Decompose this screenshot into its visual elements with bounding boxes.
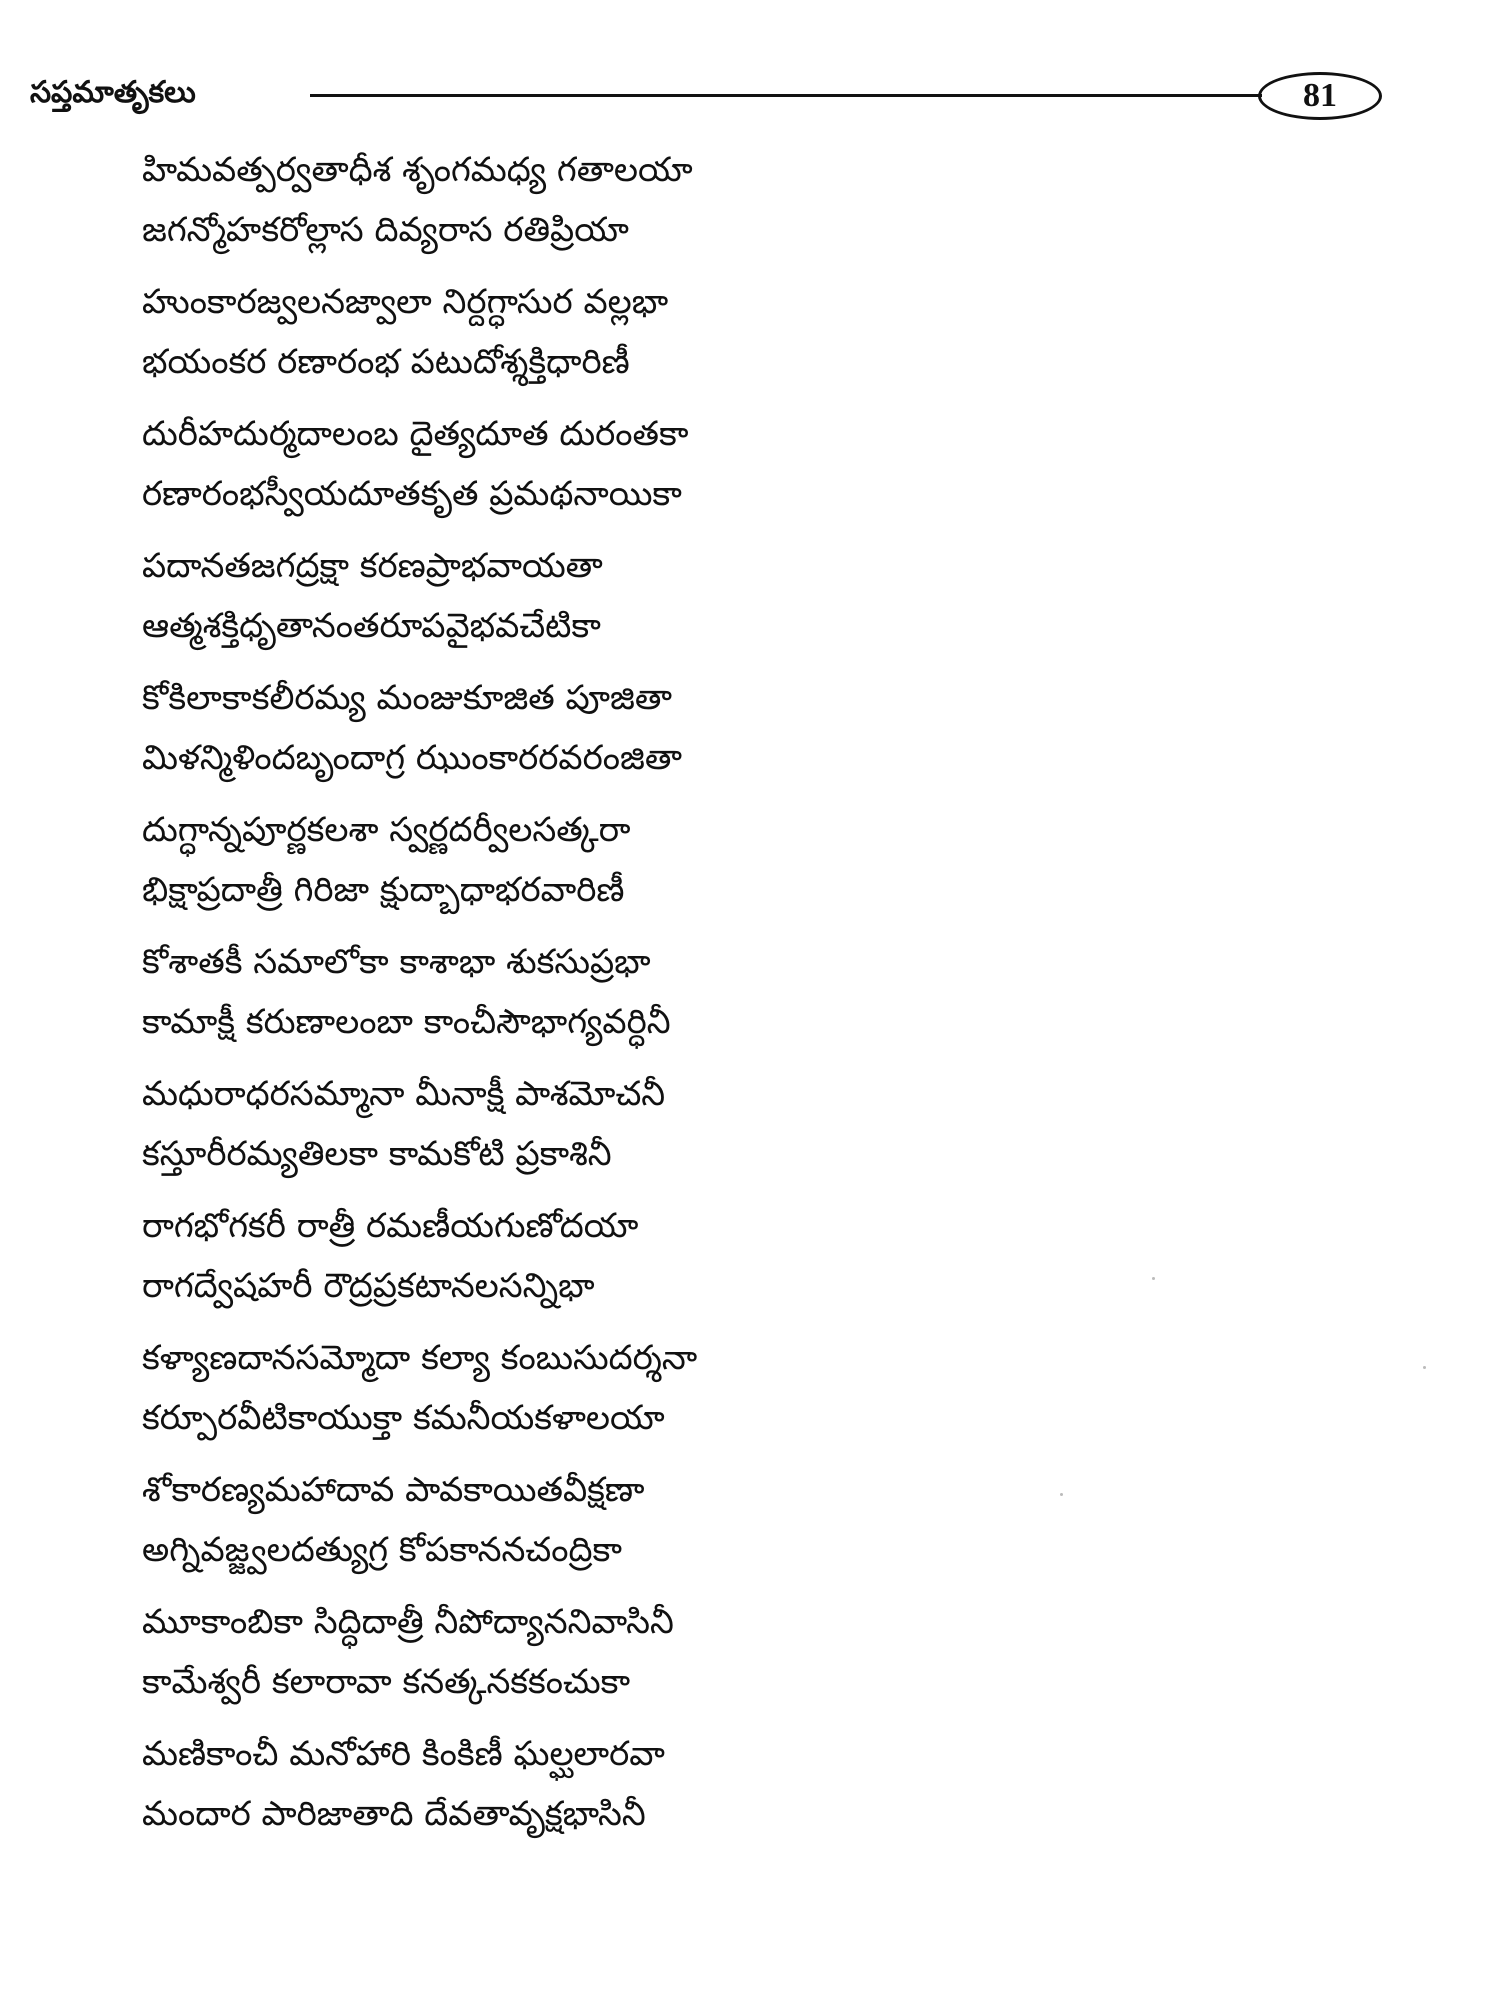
stanza-13 [142, 1724, 1322, 1844]
verse-line: కళ్యాణదానసమ్మోదా కల్యా కంబుసుదర్శనా [142, 1338, 698, 1378]
verse-line: పదానతజగద్రక్షా కరణప్రాభవాయతా [142, 546, 603, 586]
verse-line: కోకిలాకాకలీరమ్య మంజుకూజిత పూజితా [142, 678, 672, 718]
page-header [0, 0, 1500, 140]
verse-line: రణారంభస్వీయదూతకృత ప్రమథనాయికా [142, 474, 682, 514]
verse-body [142, 140, 1322, 1856]
verse-line: శోకారణ్యమహాదావ పావకాయితవీక్షణా [142, 1470, 645, 1510]
stanza-9 [142, 1196, 1322, 1316]
verse-line: ఆత్మశక్తిధృతానంతరూపవైభవచేటికా [142, 606, 601, 646]
scan-speck [1152, 1277, 1155, 1280]
stanza-8 [142, 1064, 1322, 1184]
verse-line: హిమవత్పర్వతాధీశ శృంగమధ్య గతాలయా [142, 150, 693, 190]
verse-line: దురీహదుర్మదాలంబ దైత్యదూత దురంతకా [142, 414, 689, 454]
stanza-12 [142, 1592, 1322, 1712]
stanza-11 [142, 1460, 1322, 1580]
scan-speck [1423, 1366, 1426, 1369]
verse-line: మణికాంచీ మనోహారి కింకిణీ ఘల్ఘలారవా [142, 1734, 665, 1774]
verse-line: దుగ్ధాన్నపూర్ణకలశా స్వర్ణదర్వీలసత్కరా [142, 810, 631, 850]
verse-line: భయంకర రణారంభ పటుదోశ్శక్తిధారిణీ [142, 342, 630, 382]
verse-line: కస్తూరీరమ్యతిలకా కామకోటి ప్రకాశినీ [142, 1134, 612, 1174]
stanza-3 [142, 404, 1322, 524]
stanza-6 [142, 800, 1322, 920]
stanza-10 [142, 1328, 1322, 1448]
verse-line: అగ్నివజ్జ్వలదత్యుగ్ర కోపకాననచంద్రికా [142, 1530, 622, 1570]
page-number: 81 [1303, 77, 1337, 114]
verse-line: కామేశ్వరీ కలారావా కనత్కనకకంచుకా [142, 1662, 631, 1702]
verse-line: కోశాతకీ సమాలోకా కాశాభా శుకసుప్రభా [142, 942, 651, 982]
stanza-1 [142, 140, 1322, 260]
verse-line: కర్పూరవీటికాయుక్తా కమనీయకళాలయా [142, 1398, 665, 1438]
verse-line: మందార పారిజాతాది దేవతావృక్షభాసినీ [142, 1794, 646, 1834]
header-rule [310, 94, 1262, 97]
verse-line: మూకాంబికా సిద్ధిదాత్రీ నీపోద్యాననివాసినీ [142, 1602, 674, 1642]
verse-line: రాగద్వేషహరీ రౌద్రప్రకటానలసన్నిభా [142, 1266, 595, 1306]
page-number-oval [1258, 72, 1382, 120]
verse-line: జగన్మోహకరోల్లాస దివ్యరాస రతిప్రియా [142, 210, 629, 250]
verse-line: కామాక్షీ కరుణాలంబా కాంచీసౌభాగ్యవర్ధినీ [142, 1002, 671, 1042]
verse-line: మిళన్మిళిందబృందాగ్ర ఝుంకారరవరంజితా [142, 738, 682, 778]
verse-line: మధురాధరసమ్మానా మీనాక్షీ పాశమోచనీ [142, 1074, 666, 1114]
stanza-7 [142, 932, 1322, 1052]
stanza-4 [142, 536, 1322, 656]
running-title: సప్తమాతృకలు [30, 75, 196, 110]
stanza-5 [142, 668, 1322, 788]
verse-line: భిక్షాప్రదాత్రీ గిరిజా క్షుద్బాధాభరవారిణీ [142, 870, 625, 910]
scan-speck [1060, 1493, 1063, 1496]
stanza-2 [142, 272, 1322, 392]
verse-line: హుంకారజ్వలనజ్వాలా నిర్దగ్ధాసుర వల్లభా [142, 282, 669, 322]
verse-line: రాగభోగకరీ రాత్రీ రమణీయగుణోదయా [142, 1206, 639, 1246]
